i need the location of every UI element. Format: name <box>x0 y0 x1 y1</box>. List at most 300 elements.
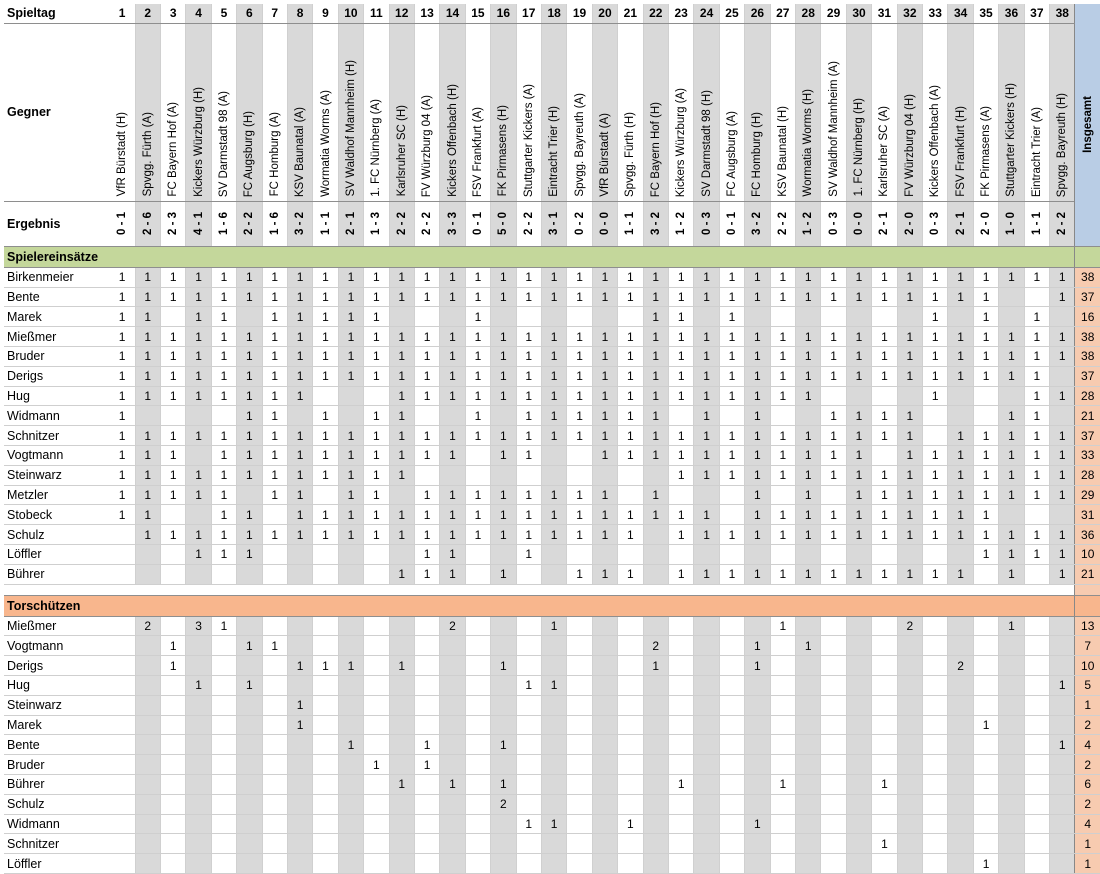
goal-cell <box>999 834 1024 854</box>
appearance-cell <box>364 544 389 564</box>
goal-cell <box>592 695 617 715</box>
appearance-cell: 1 <box>313 406 338 426</box>
appearance-cell: 1 <box>846 366 871 386</box>
appearance-cell: 1 <box>592 564 617 584</box>
goal-cell <box>948 715 973 735</box>
appearance-cell: 1 <box>338 366 363 386</box>
result-cell <box>948 201 973 246</box>
appearance-cell: 1 <box>618 525 643 545</box>
appearance-cell: 1 <box>541 525 566 545</box>
goal-cell <box>694 695 719 715</box>
appearance-cell: 1 <box>110 287 135 307</box>
result-cell <box>846 201 871 246</box>
goal-cell <box>821 715 846 735</box>
goal-cell <box>237 656 262 676</box>
goal-cell <box>719 794 744 814</box>
goal-cell <box>414 814 439 834</box>
appearance-row <box>4 386 1100 406</box>
goal-cell <box>567 636 592 656</box>
appearance-cell <box>643 525 668 545</box>
goal-cell <box>973 755 998 775</box>
goal-cell <box>668 814 693 834</box>
result-cell <box>821 201 846 246</box>
appearance-cell: 1 <box>923 366 948 386</box>
appearance-cell <box>287 406 312 426</box>
appearance-cell: 1 <box>541 366 566 386</box>
appearance-cell: 1 <box>262 406 287 426</box>
appearance-cell: 1 <box>186 544 211 564</box>
goal-cell <box>948 814 973 834</box>
goal-cell <box>262 675 287 695</box>
appearance-cell: 1 <box>160 327 185 347</box>
appearance-cell <box>440 406 465 426</box>
opponent-name: VfR Bürstadt (A) <box>598 113 611 197</box>
goal-cell <box>1050 656 1075 676</box>
matchday-number: 13 <box>414 4 439 23</box>
goal-cell <box>287 854 312 874</box>
appearance-cell: 1 <box>160 465 185 485</box>
appearance-cell: 1 <box>872 346 897 366</box>
appearance-cell: 1 <box>796 327 821 347</box>
appearance-cell <box>389 544 414 564</box>
appearance-cell: 1 <box>338 445 363 465</box>
appearance-cell: 1 <box>668 346 693 366</box>
appearance-cell: 1 <box>491 366 516 386</box>
scorer-row <box>4 735 1100 755</box>
appearance-cell: 1 <box>796 485 821 505</box>
appearance-cell: 1 <box>211 544 236 564</box>
appearance-cell: 1 <box>567 386 592 406</box>
opponent-row <box>4 23 1100 201</box>
goal-cell <box>338 854 363 874</box>
appearance-cell: 1 <box>541 505 566 525</box>
appearance-cell: 1 <box>287 505 312 525</box>
matchday-number: 3 <box>160 4 185 23</box>
match-result: 0 - 3 <box>929 212 942 236</box>
goal-cell <box>796 735 821 755</box>
goal-cell <box>313 774 338 794</box>
goal-cell <box>110 695 135 715</box>
appearance-cell: 1 <box>364 267 389 287</box>
goal-cell <box>821 735 846 755</box>
player-name: Metzler <box>4 485 110 505</box>
appearance-cell: 1 <box>973 485 998 505</box>
goal-cell <box>491 636 516 656</box>
appearance-cell <box>389 307 414 327</box>
appearance-cell: 1 <box>694 505 719 525</box>
appearance-cell: 1 <box>745 287 770 307</box>
goal-cell <box>973 834 998 854</box>
appearance-cell <box>694 485 719 505</box>
appearance-cell: 1 <box>110 406 135 426</box>
match-result: 3 - 3 <box>446 212 459 236</box>
result-cell <box>541 201 566 246</box>
goal-cell <box>618 695 643 715</box>
opponent-name: Eintracht Trier (A) <box>1030 106 1043 197</box>
goal-cell <box>668 834 693 854</box>
appearance-cell: 1 <box>745 445 770 465</box>
appearance-cell: 1 <box>668 267 693 287</box>
goal-cell <box>389 636 414 656</box>
goal-cell <box>973 774 998 794</box>
appearance-cell <box>796 544 821 564</box>
goal-cell <box>745 715 770 735</box>
result-cell <box>160 201 185 246</box>
appearance-total: 37 <box>1075 426 1100 446</box>
scorer-name: Derigs <box>4 656 110 676</box>
match-result: 2 - 3 <box>167 212 180 236</box>
match-result: 3 - 2 <box>294 212 307 236</box>
opponent-cell <box>643 23 668 201</box>
goal-cell <box>643 616 668 636</box>
opponent-name: FC Augsburg (H) <box>243 110 256 197</box>
appearance-cell: 1 <box>287 287 312 307</box>
result-cell <box>567 201 592 246</box>
result-cell <box>211 201 236 246</box>
goal-cell <box>948 616 973 636</box>
goal-cell <box>897 814 922 834</box>
appearance-cell: 1 <box>999 346 1024 366</box>
goal-cell <box>1024 854 1049 874</box>
opponent-cell <box>389 23 414 201</box>
result-cell <box>338 201 363 246</box>
match-result: 1 - 3 <box>370 212 383 236</box>
goal-cell <box>770 715 795 735</box>
goal-cell <box>211 636 236 656</box>
goal-cell <box>567 794 592 814</box>
goal-cell: 1 <box>541 616 566 636</box>
appearance-cell: 1 <box>313 307 338 327</box>
goal-cell <box>338 794 363 814</box>
season-stats-sheet <box>4 4 1100 874</box>
appearance-cell: 1 <box>389 465 414 485</box>
goal-cell <box>618 755 643 775</box>
goal-cell <box>973 675 998 695</box>
appearance-cell: 1 <box>872 267 897 287</box>
opponent-cell <box>821 23 846 201</box>
matchday-number: 21 <box>618 4 643 23</box>
goal-cell <box>846 675 871 695</box>
appearance-cell <box>821 544 846 564</box>
appearance-cell: 1 <box>999 327 1024 347</box>
appearance-cell: 1 <box>110 327 135 347</box>
goal-cell <box>821 774 846 794</box>
appearance-cell: 1 <box>846 525 871 545</box>
appearance-cell: 1 <box>567 267 592 287</box>
appearance-cell: 1 <box>1024 485 1049 505</box>
goal-total: 5 <box>1075 675 1100 695</box>
goal-cell <box>796 774 821 794</box>
opponent-name: KSV Baunatal (H) <box>776 106 789 197</box>
appearance-row <box>4 544 1100 564</box>
opponent-cell <box>618 23 643 201</box>
goal-cell <box>1024 755 1049 775</box>
appearance-cell: 1 <box>923 287 948 307</box>
goal-cell <box>948 695 973 715</box>
appearance-cell: 1 <box>364 346 389 366</box>
goal-cell <box>237 854 262 874</box>
goal-total: 1 <box>1075 854 1100 874</box>
appearance-cell: 1 <box>211 307 236 327</box>
appearance-cell: 1 <box>338 426 363 446</box>
appearance-cell <box>796 406 821 426</box>
appearance-cell: 1 <box>567 346 592 366</box>
goal-cell <box>186 755 211 775</box>
appearance-row <box>4 426 1100 446</box>
goal-cell <box>186 636 211 656</box>
appearance-cell: 1 <box>491 287 516 307</box>
appearance-cell: 1 <box>389 525 414 545</box>
goal-cell <box>364 656 389 676</box>
appearance-cell: 1 <box>745 327 770 347</box>
scorer-row <box>4 774 1100 794</box>
goal-cell <box>262 656 287 676</box>
appearance-cell: 1 <box>618 327 643 347</box>
goal-cell: 1 <box>160 636 185 656</box>
appearance-cell <box>110 564 135 584</box>
appearance-cell: 1 <box>618 386 643 406</box>
opponent-cell <box>440 23 465 201</box>
appearance-cell: 1 <box>135 386 160 406</box>
goal-cell <box>541 715 566 735</box>
result-cell <box>135 201 160 246</box>
goal-cell <box>262 695 287 715</box>
goal-cell <box>999 814 1024 834</box>
appearance-cell: 1 <box>796 287 821 307</box>
goal-cell <box>516 834 541 854</box>
goal-cell: 1 <box>287 656 312 676</box>
appearance-cell: 1 <box>338 465 363 485</box>
goal-cell <box>694 755 719 775</box>
appearance-cell: 1 <box>872 465 897 485</box>
goal-cell <box>414 695 439 715</box>
appearance-cell <box>821 307 846 327</box>
goal-cell <box>770 735 795 755</box>
matchday-number: 2 <box>135 4 160 23</box>
appearance-total: 16 <box>1075 307 1100 327</box>
appearance-cell <box>237 485 262 505</box>
match-result: 3 - 1 <box>548 212 561 236</box>
matchday-number: 34 <box>948 4 973 23</box>
goal-cell <box>541 794 566 814</box>
goal-cell <box>313 814 338 834</box>
appearance-cell: 1 <box>719 386 744 406</box>
appearance-cell <box>567 445 592 465</box>
goal-cell: 1 <box>999 616 1024 636</box>
opponent-name: FC Augsburg (A) <box>725 111 738 197</box>
appearance-cell: 1 <box>668 327 693 347</box>
goal-cell: 1 <box>516 675 541 695</box>
appearance-cell <box>237 307 262 327</box>
goal-cell <box>160 794 185 814</box>
goal-cell <box>338 814 363 834</box>
goal-total: 4 <box>1075 814 1100 834</box>
goal-cell <box>719 695 744 715</box>
appearance-cell: 1 <box>160 386 185 406</box>
appearance-row <box>4 366 1100 386</box>
appearance-cell: 1 <box>262 287 287 307</box>
appearance-cell: 1 <box>897 525 922 545</box>
goal-cell <box>948 735 973 755</box>
opponent-cell <box>719 23 744 201</box>
appearance-cell: 1 <box>186 287 211 307</box>
appearance-cell: 1 <box>160 445 185 465</box>
goal-cell <box>796 675 821 695</box>
appearance-cell: 1 <box>668 525 693 545</box>
appearance-cell <box>999 307 1024 327</box>
opponent-cell <box>338 23 363 201</box>
goal-cell <box>541 774 566 794</box>
scorer-row <box>4 616 1100 636</box>
match-result: 1 - 6 <box>217 212 230 236</box>
appearance-cell: 1 <box>821 465 846 485</box>
goal-cell <box>796 834 821 854</box>
match-result: 2 - 6 <box>141 212 154 236</box>
goal-cell <box>389 695 414 715</box>
appearance-cell: 1 <box>973 525 998 545</box>
goal-cell <box>338 715 363 735</box>
scorer-row <box>4 695 1100 715</box>
appearance-cell: 1 <box>186 327 211 347</box>
goal-cell <box>770 814 795 834</box>
appearance-cell: 1 <box>694 386 719 406</box>
goal-cell <box>364 774 389 794</box>
goal-cell <box>160 834 185 854</box>
scorer-name: Bührer <box>4 774 110 794</box>
opponent-cell <box>694 23 719 201</box>
appearance-cell: 1 <box>694 346 719 366</box>
goal-cell: 1 <box>414 735 439 755</box>
scorer-name: Löffler <box>4 854 110 874</box>
goal-cell <box>465 675 490 695</box>
goal-cell <box>1050 755 1075 775</box>
goal-cell <box>110 715 135 735</box>
appearance-cell: 1 <box>770 346 795 366</box>
appearance-cell <box>872 544 897 564</box>
goal-cell <box>592 834 617 854</box>
goal-cell: 1 <box>872 774 897 794</box>
appearance-cell: 1 <box>770 287 795 307</box>
goal-cell <box>770 695 795 715</box>
appearance-row <box>4 307 1100 327</box>
goal-cell <box>186 794 211 814</box>
goal-cell <box>1050 715 1075 735</box>
appearance-cell: 1 <box>414 505 439 525</box>
goal-cell <box>846 735 871 755</box>
appearance-cell: 1 <box>821 346 846 366</box>
opponent-cell <box>1050 23 1075 201</box>
appearance-cell: 1 <box>694 465 719 485</box>
appearance-cell: 1 <box>999 426 1024 446</box>
appearance-cell: 1 <box>211 465 236 485</box>
result-cell <box>897 201 922 246</box>
goal-cell <box>211 834 236 854</box>
goal-cell <box>745 616 770 636</box>
opponent-cell <box>796 23 821 201</box>
appearance-cell: 1 <box>364 287 389 307</box>
goal-cell <box>719 814 744 834</box>
appearance-cell: 1 <box>872 366 897 386</box>
total-header <box>1075 4 1100 246</box>
appearance-cell: 1 <box>491 505 516 525</box>
goal-cell <box>770 854 795 874</box>
goal-cell <box>491 755 516 775</box>
matchday-number: 9 <box>313 4 338 23</box>
match-result: 2 - 1 <box>954 212 967 236</box>
goal-cell <box>872 755 897 775</box>
result-cell <box>872 201 897 246</box>
appearance-cell <box>872 445 897 465</box>
appearance-cell: 1 <box>923 465 948 485</box>
appearance-cell: 1 <box>923 346 948 366</box>
goal-cell <box>491 616 516 636</box>
result-cell <box>440 201 465 246</box>
goal-cell <box>872 695 897 715</box>
goal-cell <box>262 794 287 814</box>
appearance-cell: 1 <box>668 505 693 525</box>
appearance-cell: 1 <box>516 346 541 366</box>
goal-cell <box>719 675 744 695</box>
appearance-cell: 1 <box>846 445 871 465</box>
goal-cell <box>846 656 871 676</box>
appearance-cell: 1 <box>923 267 948 287</box>
appearance-cell: 1 <box>592 505 617 525</box>
appearance-cell: 1 <box>516 426 541 446</box>
goal-cell <box>440 695 465 715</box>
appearance-cell <box>618 485 643 505</box>
opponent-name: Spvgg. Bayreuth (H) <box>1056 92 1069 197</box>
goal-cell <box>643 774 668 794</box>
appearance-cell <box>364 564 389 584</box>
goal-cell <box>846 834 871 854</box>
goal-cell <box>643 675 668 695</box>
goal-cell <box>719 834 744 854</box>
appearance-cell: 1 <box>287 465 312 485</box>
appearance-cell: 1 <box>135 307 160 327</box>
match-result: 0 - 0 <box>598 212 611 236</box>
goal-cell <box>262 834 287 854</box>
opponent-name: FC Homburg (A) <box>268 112 281 197</box>
goal-cell <box>770 675 795 695</box>
goal-cell <box>846 814 871 834</box>
opponent-cell <box>948 23 973 201</box>
match-result: 0 - 0 <box>853 212 866 236</box>
appearance-total: 28 <box>1075 386 1100 406</box>
goal-cell <box>592 755 617 775</box>
appearance-cell <box>592 307 617 327</box>
goal-cell <box>465 854 490 874</box>
appearance-total: 10 <box>1075 544 1100 564</box>
appearance-cell: 1 <box>211 426 236 446</box>
result-cell <box>1050 201 1075 246</box>
appearance-cell: 1 <box>1024 267 1049 287</box>
appearance-cell: 1 <box>440 287 465 307</box>
goal-cell <box>110 774 135 794</box>
goal-cell <box>313 834 338 854</box>
goal-cell <box>745 695 770 715</box>
appearance-cell: 1 <box>211 267 236 287</box>
matchday-header-row <box>4 4 1100 23</box>
result-cell <box>719 201 744 246</box>
goal-cell <box>719 636 744 656</box>
goal-total: 1 <box>1075 695 1100 715</box>
goal-cell <box>821 755 846 775</box>
appearance-cell: 1 <box>846 465 871 485</box>
appearance-cell: 1 <box>135 267 160 287</box>
goal-cell <box>1024 735 1049 755</box>
goal-cell <box>999 755 1024 775</box>
appearance-cell: 1 <box>110 505 135 525</box>
